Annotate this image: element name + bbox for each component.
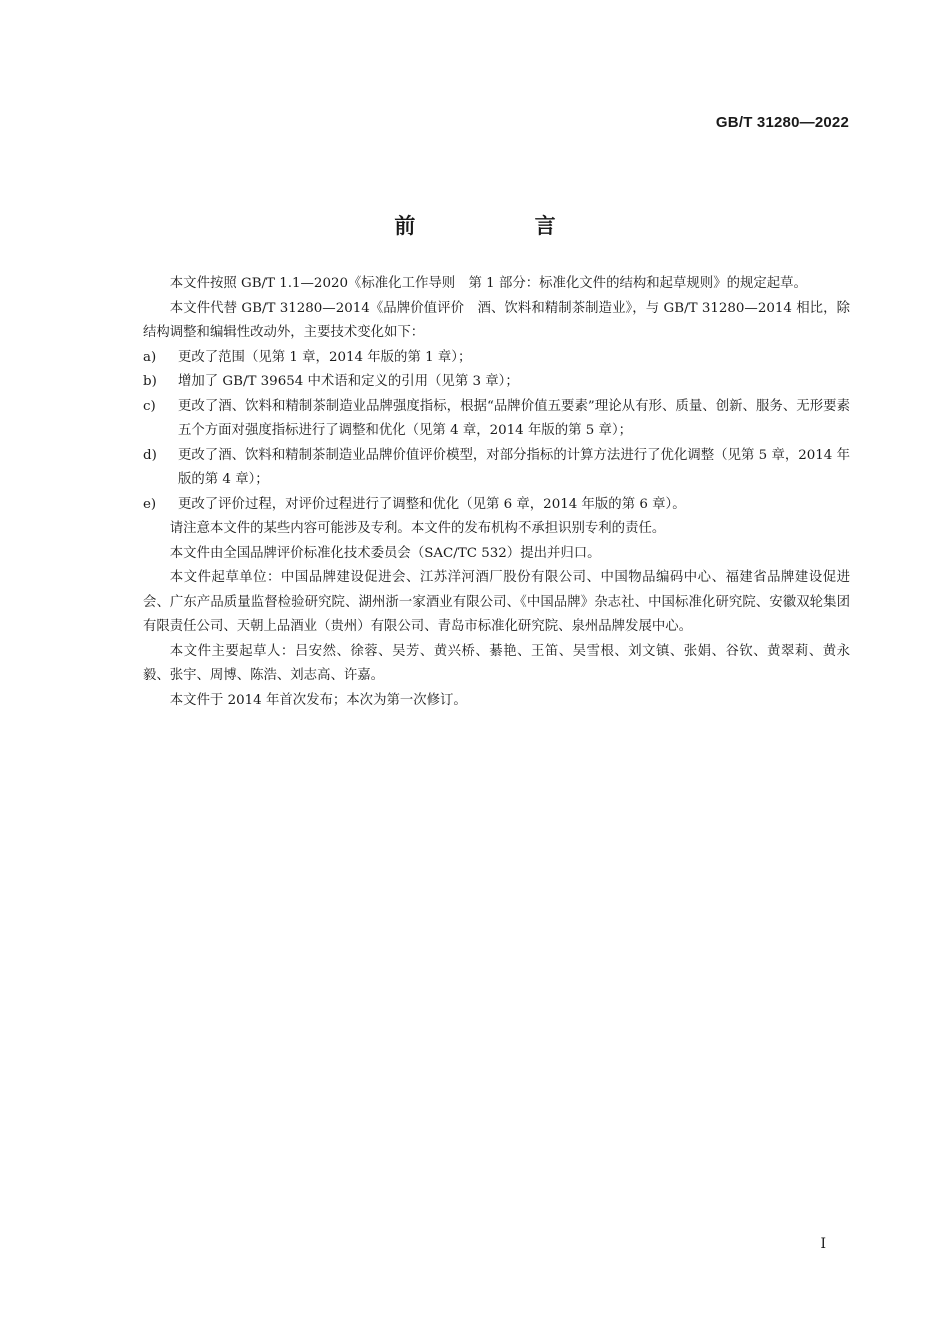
page-title: 前 言: [394, 214, 612, 239]
paragraph-history: 本文件于 2014 年首次发布；本次为第一次修订。: [169, 692, 467, 708]
list-item: [143, 444, 850, 493]
list-item-text: 更改了范围（见第 1 章，2014 年版的第 1 章）；: [178, 349, 472, 365]
document-code: GB/T 31280—2022: [715, 114, 849, 131]
list-item: [143, 493, 850, 518]
list-item-marker: d): [143, 447, 157, 463]
paragraph-proposer: 本文件由全国品牌评价标准化技术委员会（SAC/TC 532）提出并归口。: [169, 545, 601, 561]
technical-changes-list: [143, 346, 850, 518]
list-item-text: 更改了酒、饮料和精制茶制造业品牌价值评价模型，对部分指标的计算方法进行了优化调整（见第 5 章，2014 年版的第 4 章）；: [178, 447, 850, 487]
foreword-body: [143, 272, 850, 713]
list-item-text: 增加了 GB/T 39654 中术语和定义的引用（见第 3 章）；: [178, 374, 519, 389]
list-item-text: 更改了评价过程，对评价过程进行了调整和优化（见第 6 章，2014 年版的第 6 章）。: [178, 496, 686, 512]
paragraph-drafting-units: 本文件起草单位：中国品牌建设促进会、江苏洋河酒厂股份有限公司、中国物品编码中心、福建省品牌建设促进会、广东产品质量监督检验研究院、湖州浙一家酒业有限公司、《中国品牌》杂志社、中国标准化研究院、安徽双轮集团有限责任公司、天朝上品酒业（贵州）有限公司、青岛市标准化研究院、泉州品牌发展中心。: [143, 570, 850, 634]
list-item-marker: a): [143, 349, 157, 365]
list-item-text: 更改了酒、饮料和精制茶制造业品牌强度指标，根据“品牌价值五要素”理论从有形、质量、创新、服务、无形要素五个方面对强度指标进行了调整和优化（见第 4 章，2014 年版的第 5 章）；: [178, 398, 850, 438]
list-item: [143, 395, 850, 444]
list-item-marker: b): [143, 374, 157, 389]
paragraph-patent-notice: 请注意本文件的某些内容可能涉及专利。本文件的发布机构不承担识别专利的责任。: [169, 521, 666, 536]
list-item-marker: c): [143, 398, 156, 414]
page-number: I: [820, 1236, 826, 1252]
paragraph-replacement: 本文件代替 GB/T 31280—2014《品牌价值评价 酒、饮料和精制茶制造业》，与 GB/T 31280—2014 相比，除结构调整和编辑性改动外，主要技术变化如下：: [143, 300, 850, 340]
list-item-marker: e): [143, 496, 157, 512]
paragraph-drafting-rules: 本文件按照 GB/T 1.1—2020《标准化工作导则 第 1 部分：标准化文件的结构和起草规则》的规定起草。: [169, 276, 807, 291]
paragraph-drafters: 本文件主要起草人：吕安然、徐蓉、吴芳、黄兴桥、綦艳、王笛、吴雪根、刘文镇、张娟、谷钦、黄翠莉、黄永毅、张宇、周博、陈浩、刘志高、许嘉。: [143, 643, 850, 683]
list-item: [143, 370, 850, 395]
list-item: [143, 346, 850, 371]
